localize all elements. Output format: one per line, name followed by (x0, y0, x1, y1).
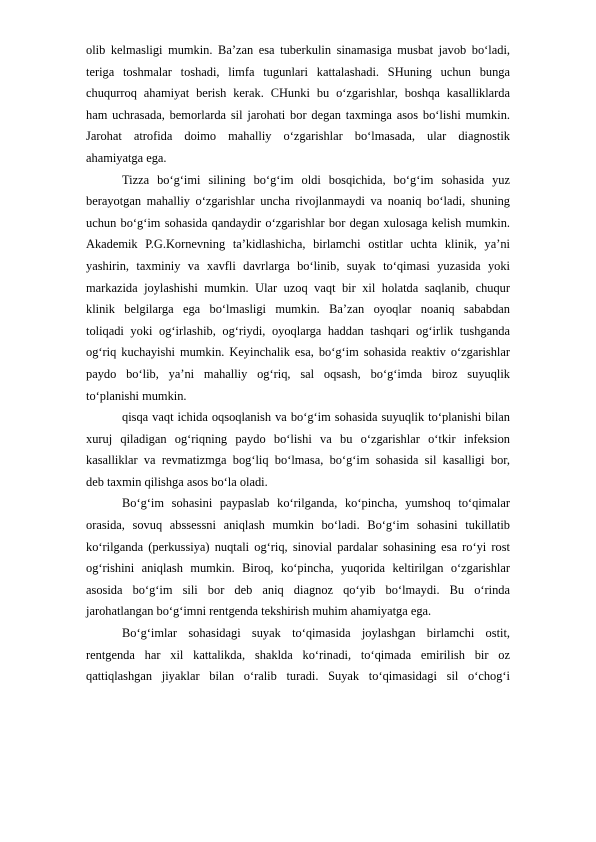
text-line: klinik belgilarga ega bo‘lmasligi mumkin. Ba’zan oyoqlar noaniq sababdan (86, 302, 510, 317)
text-line: teriga toshmalar toshadi, limfa tugunlari kattalashadi. SHuning uchun bunga (86, 64, 510, 79)
text-line: ahamiyatga ega. (86, 150, 167, 165)
text-line: orasida, sovuq abssessni aniqlash mumkin bo‘ladi. Bo‘g‘im sohasini tukillatib (86, 518, 510, 533)
text-line: xuruj qiladigan og‘riqning paydo bo‘lishi va bu o‘zgarishlar o‘tkir infeksion (86, 431, 510, 446)
text-line: Jarohat atrofida doimo mahalliy o‘zgarishlar bo‘lmasada, ular diagnostik (86, 129, 510, 144)
text-line: kasalliklar va revmatizmga bog‘liq bo‘lmasa, bo‘g‘im sohasida sil kasalligi bor, (86, 453, 510, 468)
text-line: og‘rishini aniqlash mumkin. Biroq, ko‘pincha, yuqorida keltirilgan o‘zgarishlar (86, 561, 510, 576)
text-line: ham uchrasada, bemorlarda sil jarohati bor degan taxminga asos bo‘lishi mumkin. (86, 107, 510, 122)
text-line: qisqa vaqt ichida oqsoqlanish va bo‘g‘im sohasida suyuqlik to‘planishi bilan (122, 410, 510, 425)
text-line: asosida bo‘g‘im sili bor deb aniq diagnoz qo‘yib bo‘lmaydi. Bu o‘rinda (86, 582, 510, 597)
text-line: ko‘rilganda (perkussiya) nuqtali og‘riq, sinovial pardalar sohasining esa ro‘yi rost (86, 539, 510, 554)
text-line: og‘riq kuchayishi mumkin. Keyinchalik esa, bo‘g‘im sohasida reaktiv o‘zgarishlar (86, 345, 510, 360)
text-line: to‘planishi mumkin. (86, 388, 187, 403)
text-line: deb taxmin qilishga asos bo‘la oladi. (86, 474, 268, 489)
text-line: Bo‘g‘imlar sohasidagi suyak to‘qimasida joylashgan birlamchi ostit, (122, 626, 510, 641)
text-line: olib kelmasligi mumkin. Ba’zan esa tuberkulin sinamasiga musbat javob bo‘ladi, (86, 43, 510, 57)
text-line: toliqadi yoki og‘irlashib, og‘riydi, oyoqlarga haddan tashqari og‘irlik tushganda (86, 323, 510, 338)
text-line: qattiqlashgan jiyaklar bilan o‘ralib turadi. Suyak to‘qimasidagi sil o‘chog‘i (86, 669, 510, 684)
text-line: Tizza bo‘g‘imi silining bo‘g‘im oldi bosqichida, bo‘g‘im sohasida yuz (122, 172, 510, 187)
text-line: jarohatlangan bo‘g‘imni rentgenda tekshirish muhim ahamiyatga ega. (86, 604, 432, 619)
text-line: Bo‘g‘im sohasini paypaslab ko‘rilganda, ko‘pincha, yumshoq to‘qimalar (122, 496, 510, 511)
text-line: uchun bo‘g‘im sohasida qandaydir o‘zgarishlar bor degan xulosaga kelish mumkin. (86, 215, 510, 230)
body-text (86, 40, 510, 688)
text-line: chuqurroq ahamiyat berish kerak. CHunki bu o‘zgarishlar, boshqa kasalliklarda (86, 86, 510, 101)
text-line: yashirin, taxminiy va xavfli davrlarga bo‘linib, suyak to‘qimasi yuzasida yoki (86, 258, 510, 273)
text-line: rentgenda har xil kattalikda, shaklda ko‘rinadi, to‘qimada emirilish bir oz (86, 647, 510, 662)
text-line: markazida joylashishi mumkin. Ular uzoq vaqt bir xil holatda saqlanib, chuqur (86, 280, 510, 295)
text-line: berayotgan mahalliy o‘zgarishlar uncha rivojlanmaydi va noaniq bo‘ladi, shuning (86, 194, 510, 209)
text-line: Akademik P.G.Kornevning ta’kidlashicha, birlamchi ostitlar uchta klinik, ya’ni (86, 237, 510, 252)
text-line: paydo bo‘lib, ya’ni mahalliy og‘riq, sal oqsash, bo‘g‘imda biroz suyuqlik (86, 366, 510, 381)
